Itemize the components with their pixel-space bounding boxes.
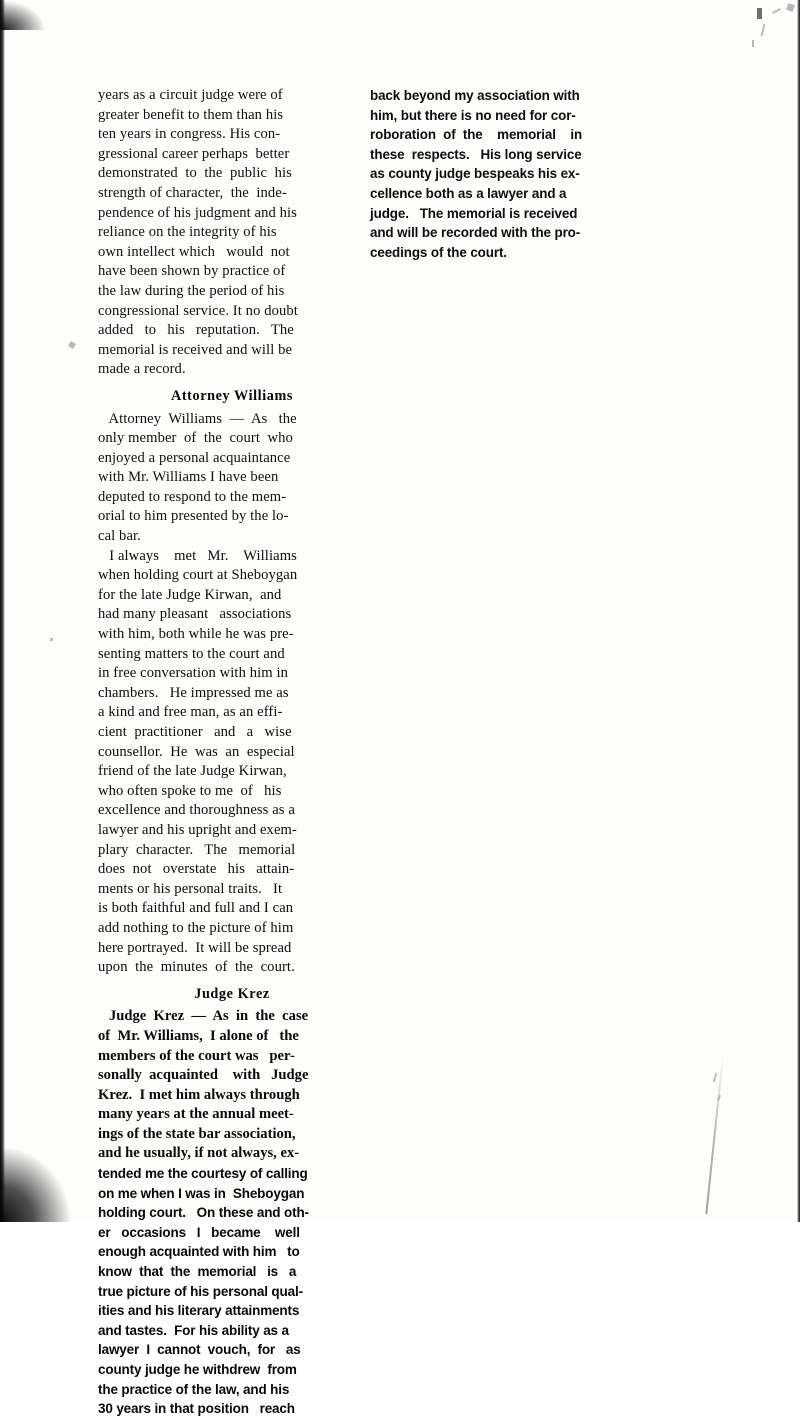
column-right xyxy=(370,86,628,262)
scan-corner-top-left xyxy=(0,0,46,30)
text-line: and will be recorded with the pro- xyxy=(370,225,581,241)
scan-corner-bottom-left xyxy=(0,1148,70,1222)
text-line: enough acquainted with him to xyxy=(98,1244,300,1260)
text-line: cal bar. xyxy=(98,528,141,545)
paragraph-continued-left xyxy=(98,86,366,380)
text-line: ments or his personal traits. It xyxy=(98,880,283,897)
text-line: with him, both while he was pre- xyxy=(98,626,294,643)
text-line: in free conversation with him in xyxy=(98,665,289,682)
paragraph-continued-right xyxy=(370,86,628,262)
text-line: for the late Judge Kirwan, and xyxy=(98,586,282,603)
text-line: know that the memorial is a xyxy=(98,1264,297,1280)
text-line: ings of the state bar association, xyxy=(98,1125,296,1142)
text-line: tended me the courtesy of calling xyxy=(98,1166,308,1182)
text-line: 30 years in that position reach xyxy=(98,1401,295,1417)
text-line: plary character. The memorial xyxy=(98,841,296,858)
text-line: many years at the annual meet- xyxy=(98,1106,294,1123)
scan-speck xyxy=(761,24,766,36)
text-line: had many pleasant associations xyxy=(98,606,292,623)
text-line: the law during the period of his xyxy=(98,282,285,299)
text-line: who often spoke to me of his xyxy=(98,782,282,799)
text-line: here portrayed. It will be spread xyxy=(98,939,292,956)
section-heading-judge-krez: Judge Krez xyxy=(194,985,270,1002)
text-line: holding court. On these and oth- xyxy=(98,1205,309,1221)
text-line: counsellor. He was an especial xyxy=(98,743,295,760)
scan-speck xyxy=(713,1073,718,1082)
text-line: greater benefit to them than his xyxy=(98,106,284,123)
text-line: congressional service. It no doubt xyxy=(98,302,298,319)
text-line: these respects. His long service xyxy=(370,146,582,162)
text-line: senting matters to the court and xyxy=(98,645,285,662)
text-line: Judge Krez — As in the case xyxy=(98,1008,309,1025)
text-line: friend of the late Judge Kirwan, xyxy=(98,763,287,780)
text-line: Krez. I met him always through xyxy=(98,1086,300,1103)
text-line: cient practitioner and a wise xyxy=(98,724,292,740)
scan-speck xyxy=(717,1095,721,1101)
text-line: does not overstate his attain- xyxy=(98,861,295,878)
column-left xyxy=(98,86,366,1419)
paragraph-krez-1-continued xyxy=(98,1164,366,1419)
paragraph-krez-1 xyxy=(98,1007,366,1164)
text-line: enjoyed a personal acquaintance xyxy=(98,449,291,466)
text-line: back beyond my association with xyxy=(370,88,580,103)
text-line: chambers. He impressed me as xyxy=(98,684,289,701)
scan-speck xyxy=(68,341,76,349)
text-line: true picture of his personal qual- xyxy=(98,1283,303,1299)
text-line: members of the court was per- xyxy=(98,1047,295,1064)
text-line: pendence of his judgment and his xyxy=(98,204,297,221)
text-line: lawyer and his upright and exem- xyxy=(98,821,297,838)
paragraph-williams-1 xyxy=(98,410,366,547)
text-line: of Mr. Williams, I alone of the xyxy=(98,1027,299,1044)
text-line: is both faithful and full and I can xyxy=(98,900,294,917)
text-line: I always met Mr. Williams xyxy=(98,547,297,564)
text-line: demonstrated to the public his xyxy=(98,165,292,182)
text-line: only member of the court who xyxy=(98,430,293,447)
text-line: memorial is received and will be xyxy=(98,341,293,358)
text-line: add nothing to the picture of him xyxy=(98,919,294,936)
text-line: strength of character, the inde- xyxy=(98,184,287,201)
scan-edge-left xyxy=(0,0,5,1222)
text-line: orial to him presented by the lo- xyxy=(98,508,289,525)
text-line: Attorney Williams — As the xyxy=(98,410,297,427)
text-line: roboration of the memorial in xyxy=(370,127,583,143)
text-line: ceedings of the court. xyxy=(370,244,507,260)
scan-speck xyxy=(772,8,781,14)
text-line: as county judge bespeaks his ex- xyxy=(370,166,580,182)
text-line: upon the minutes of the court. xyxy=(98,959,295,976)
text-line: sonally acquainted with Judge xyxy=(98,1067,309,1084)
text-line: lawyer I cannot vouch, for as xyxy=(98,1342,301,1358)
text-line: gressional career perhaps better xyxy=(98,145,290,162)
scan-speck xyxy=(752,40,754,47)
text-line: when holding court at Sheboygan xyxy=(98,567,298,584)
text-line: judge. The memorial is received xyxy=(370,205,578,221)
text-line: have been shown by practice of xyxy=(98,263,286,280)
text-line: deputed to respond to the mem- xyxy=(98,488,287,505)
text-line: added to his reputation. The xyxy=(98,322,294,339)
text-line: cellence both as a lawyer and a xyxy=(370,185,567,201)
text-line: on me when I was in Sheboygan xyxy=(98,1185,305,1201)
text-line: a kind and free man, as an effi- xyxy=(98,704,283,721)
scan-speck xyxy=(50,638,53,641)
text-line: him, but there is no need for cor- xyxy=(370,107,576,123)
text-line: the practice of the law, and his xyxy=(98,1381,290,1397)
text-line: ten years in congress. His con- xyxy=(98,126,281,143)
text-line: years as a circuit judge were of xyxy=(98,87,283,103)
text-line: and he usually, if not always, ex- xyxy=(98,1145,300,1162)
section-heading-attorney-williams: Attorney Williams xyxy=(171,387,293,404)
text-line: county judge he withdrew from xyxy=(98,1362,297,1377)
text-line: reliance on the integrity of his xyxy=(98,224,277,241)
text-line: and tastes. For his ability as a xyxy=(98,1322,289,1338)
text-line: excellence and thoroughness as a xyxy=(98,802,295,819)
text-line: with Mr. Williams I have been xyxy=(98,469,279,486)
paragraph-williams-2 xyxy=(98,547,366,978)
text-line: own intellect which would not xyxy=(98,243,290,260)
text-line: er occasions I became well xyxy=(98,1224,300,1240)
text-line: ities and his literary attainments xyxy=(98,1303,300,1319)
scan-speck xyxy=(757,8,762,19)
text-line: made a record. xyxy=(98,361,186,378)
scan-speck xyxy=(786,3,795,12)
